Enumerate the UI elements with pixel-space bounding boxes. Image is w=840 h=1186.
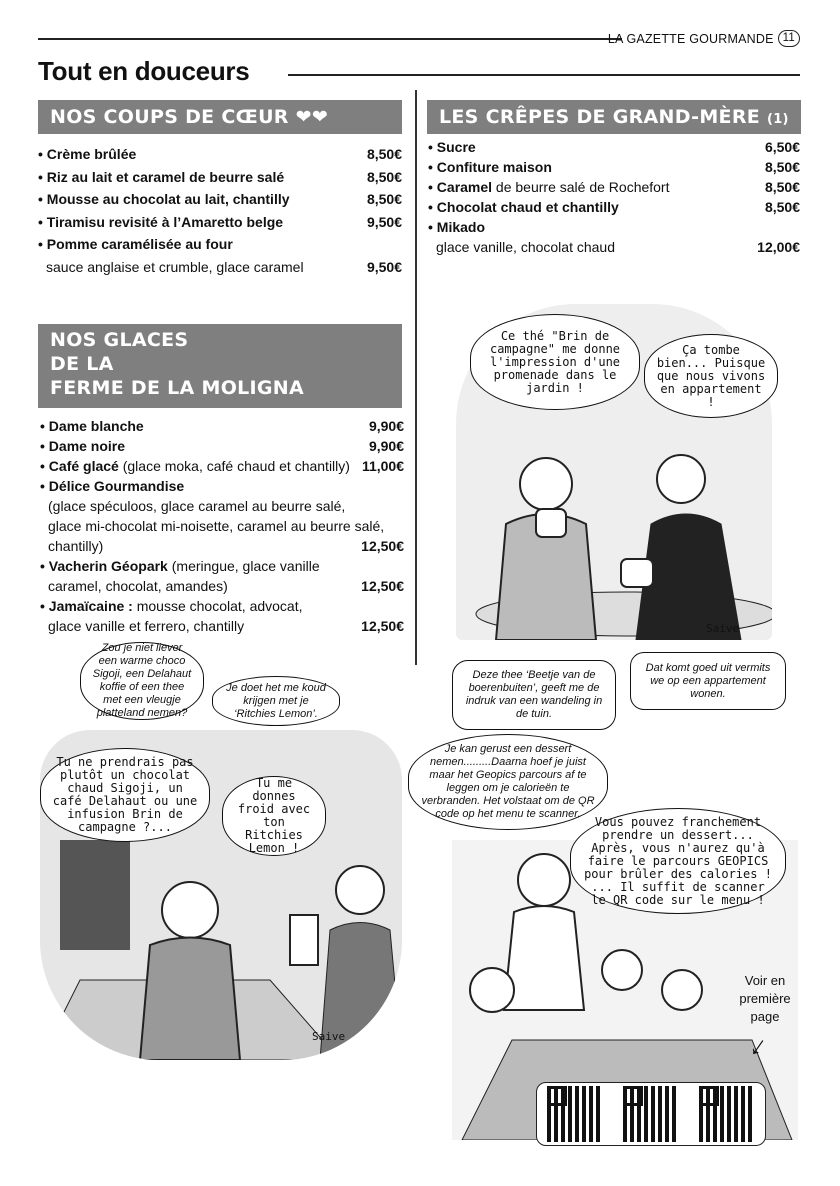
glaces-heading — [38, 324, 402, 408]
menu-item-label — [40, 536, 103, 556]
menu-item-label — [40, 416, 144, 436]
menu-item — [428, 237, 800, 257]
glaces-heading-line: FERME DE LA MOLIGNA — [50, 377, 305, 399]
menu-item-name: • Pomme caramélisée au four — [38, 236, 233, 253]
bubble-apartment-nl: Dat komt goed uit vermits we op een appartement wonen. — [630, 652, 786, 710]
menu-item-label — [38, 212, 283, 232]
arrow-down-icon: ↓ — [744, 1028, 774, 1063]
column-divider — [415, 90, 417, 665]
menu-item-description: chantilly) — [48, 538, 104, 554]
menu-item-description: de beurre salé de Rochefort — [492, 179, 670, 195]
menu-item-label — [40, 556, 320, 576]
page-title: Tout en douceurs — [38, 56, 250, 86]
menu-item-label — [428, 157, 552, 177]
menu-item — [428, 197, 800, 217]
menu-item-name: • Mousse au chocolat au lait, chantilly — [38, 191, 290, 208]
menu-item-price: 11,00€ — [361, 458, 404, 474]
menu-item-price: 9,50€ — [366, 213, 402, 230]
menu-item-price: 12,50€ — [361, 618, 404, 634]
qr-code-panel — [536, 1082, 766, 1146]
menu-item-description: caramel, chocolat, amandes) — [48, 578, 228, 594]
menu-item-label — [38, 257, 304, 277]
menu-item-description: sauce anglaise et crumble, glace caramel — [46, 259, 304, 275]
menu-item-label — [428, 137, 476, 157]
menu-item-label — [40, 516, 384, 536]
menu-item-name: • Chocolat chaud et chantilly — [428, 199, 619, 215]
glaces-heading-line: NOS GLACES — [50, 329, 189, 351]
menu-item — [38, 144, 402, 164]
menu-item-name: • Jamaïcaine : — [40, 598, 133, 614]
bubble-apartment-fr: Ça tombe bien... Puisque que nous vivons en appartement ! — [644, 334, 778, 418]
menu-item-price: 9,50€ — [366, 259, 402, 275]
menu-item-description: (glace spéculoos, glace caramel au beurre salé, — [48, 498, 346, 514]
coups-heading: NOS COUPS DE CŒUR ❤❤ — [38, 100, 402, 134]
menu-item — [40, 456, 404, 476]
menu-item-name: • Délice Gourmandise — [40, 478, 185, 494]
menu-item — [38, 257, 402, 277]
menu-item-label — [38, 167, 284, 187]
menu-item-label — [428, 217, 485, 237]
menu-item — [40, 536, 404, 556]
menu-item-name: • Vacherin Géopark — [40, 558, 168, 574]
menu-item — [40, 476, 404, 496]
menu-item — [38, 212, 402, 232]
crepes-heading-note: (1) — [766, 112, 789, 127]
menu-item-label — [40, 476, 184, 496]
menu-item — [428, 137, 800, 157]
menu-item-price: 8,50€ — [764, 199, 800, 215]
glaces-heading-line: DE LA — [50, 353, 114, 375]
bubble-cold-fr: Tu me donnes froid avec ton Ritchies Lemon ! — [222, 776, 326, 856]
menu-item-label — [428, 237, 615, 257]
menu-item-price: 8,50€ — [366, 146, 402, 162]
menu-item — [40, 596, 404, 616]
menu-item-name: • Tiramisu revisité à l’Amaretto belge — [38, 213, 284, 230]
menu-item-price: 8,50€ — [366, 168, 402, 185]
menu-item-label — [38, 189, 290, 209]
menu-item-label — [38, 144, 136, 164]
menu-item-name: • Caramel — [428, 179, 493, 195]
menu-item-price: 9,90€ — [368, 418, 404, 434]
menu-item-description: (meringue, glace vanille — [167, 558, 320, 574]
menu-item — [40, 556, 404, 576]
bubble-tea-fr: Ce thé "Brin de campagne" me donne l'impression d'une promenade dans le jardin ! — [470, 314, 640, 410]
menu-item — [38, 234, 402, 254]
menu-item-name: • Dame noire — [40, 438, 126, 454]
qr-code[interactable] — [623, 1086, 679, 1142]
menu-item-price: 12,00€ — [757, 239, 800, 255]
bubble-dessert-fr: Vous pouvez franchement prendre un dessert... Après, vous n'aurez qu'à faire le parcours GEOPICS pour brûler des calories ! ... Il suffit de scanner le QR code sur le menu ! — [570, 808, 786, 914]
menu-item-price: 12,50€ — [361, 578, 404, 594]
menu-item-label — [40, 576, 228, 596]
signature-1: Saive — [706, 622, 740, 635]
bubble-tea-nl: Deze thee ‘Beetje van de boerenbuiten’, geeft me de indruk van een wandeling in de tuin. — [452, 660, 616, 730]
menu-item-name: • Dame blanche — [40, 418, 144, 434]
menu-item-label — [40, 456, 350, 476]
bubble-dessert-nl: Je kan gerust een dessert nemen.........Daarna hoef je juist maar het Geopics parcours af te leggen om je calorieën te verbranden. Het volstaat om de QR code op het menu te scanner. — [408, 734, 608, 830]
menu-item — [40, 436, 404, 456]
menu-item-description: glace vanille, chocolat chaud — [436, 239, 616, 255]
menu-item — [38, 167, 402, 187]
title-rule — [288, 74, 800, 76]
menu-item-label — [428, 177, 670, 197]
crepes-heading-text: LES CRÊPES DE GRAND-MÈRE — [439, 106, 761, 128]
menu-item — [428, 217, 800, 237]
header-rule — [38, 38, 622, 40]
see-front-page-note: Voir en première page — [739, 973, 791, 1024]
menu-item-label — [40, 496, 345, 516]
page-number: 11 — [778, 30, 800, 47]
menu-item-label — [40, 596, 303, 616]
qr-code[interactable] — [699, 1086, 755, 1142]
bubble-cold-nl: Je doet het me koud krijgen met je ‘Ritchies Lemon’. — [212, 676, 340, 726]
menu-item-name: • Café glacé — [40, 458, 119, 474]
menu-item-price: 9,90€ — [368, 438, 404, 454]
menu-item — [38, 189, 402, 209]
menu-item — [40, 416, 404, 436]
menu-item-price: 8,50€ — [764, 159, 800, 175]
menu-item-label — [40, 436, 125, 456]
menu-item — [40, 616, 404, 636]
menu-item-price: 8,50€ — [764, 179, 800, 195]
signature-2: Saive — [312, 1030, 346, 1043]
menu-item-name: • Sucre — [428, 139, 476, 155]
qr-code[interactable] — [547, 1086, 603, 1142]
menu-item-price: 6,50€ — [764, 139, 800, 155]
menu-item — [428, 157, 800, 177]
running-header — [608, 30, 800, 47]
menu-item — [40, 576, 404, 596]
menu-item — [40, 496, 404, 516]
menu-item-label — [40, 616, 244, 636]
publication-name: LA GAZETTE GOURMANDE — [607, 31, 774, 46]
menu-item-name: • Mikado — [428, 219, 486, 235]
menu-item-name: • Riz au lait et caramel de beurre salé — [38, 168, 285, 185]
crepes-heading — [427, 100, 801, 134]
menu-item-description: glace vanille et ferrero, chantilly — [48, 618, 245, 634]
menu-item-name: • Crème brûlée — [38, 146, 137, 162]
bubble-choco-nl: Zou je niet liever een warme choco Sigoji, een Delahaut koffie of een thee met een vleugje platteland nemen? — [80, 642, 204, 720]
menu-item-label — [38, 234, 233, 254]
menu-item-price: 8,50€ — [366, 191, 402, 208]
menu-item — [428, 177, 800, 197]
menu-item-label — [428, 197, 619, 217]
bubble-choco-fr: Tu ne prendrais pas plutôt un chocolat chaud Sigoji, un café Delahaut ou une infusion Brin de campagne ?... — [40, 748, 210, 842]
menu-item-price: 12,50€ — [361, 538, 404, 554]
menu-item-description: glace mi-chocolat mi-noisette, caramel au beurre salé, — [48, 518, 385, 534]
menu-item-description: (glace moka, café chaud et chantilly) — [118, 458, 350, 474]
menu-item-name: • Confiture maison — [428, 159, 552, 175]
menu-item — [40, 516, 404, 536]
menu-item-description: mousse chocolat, advocat, — [132, 598, 303, 614]
